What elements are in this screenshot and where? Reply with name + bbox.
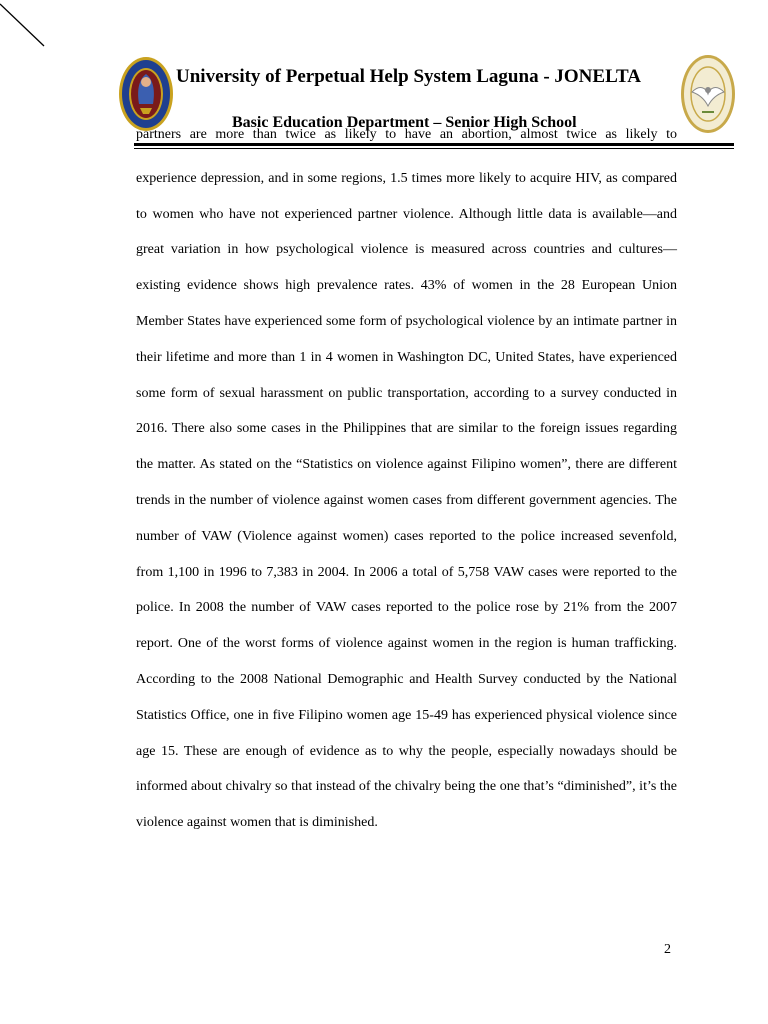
page-number: 2 [664,942,671,957]
university-name: University of Perpetual Help System Laguna - JONELTA [176,66,641,87]
body-paragraph: experience depression, and in some regions, 1.5 times more likely to acquire HIV, as compared to women who have not experienced partner violence. Although little data is available—and great variation in how psychological violence is measured across countries and cultures—existing evidence shows high prevalence rates. 43% of women in the 28 European Union Member States have experienced some form of psychological violence by an intimate partner in their lifetime and more than 1 in 4 women in Washington DC, United States, have experienced some form of sexual harassment on public transportation, according to a survey conducted in 2016. There also some cases in the Philippines that are similar to the foreign issues regarding the matter. As stated on the “Statistics on violence against Filipino women”, there are different trends in the number of violence against women cases from different government agencies. The number of VAW (Violence against women) cases reported to the police increased sevenfold, from 1,100 in 1996 to 7,383 in 2004. In 2006 a total of 5,758 VAW cases were reported to the police. In 2008 the number of VAW cases reported to the police rose by 21% from the 2007 report. One of the worst forms of violence against women in the region is human trafficking. According to the 2008 National Demographic and Health Survey conducted by the National Statistics Office, one in five Filipino women age 15-49 has experienced physical violence since age 15. These are enough of evidence as to why the people, especially nowadays should be informed about chivalry so that instead of the chivalry being the one that’s “diminished”, it’s the violence against women that is diminished. [136,170,677,831]
cut-off-text-line: partners are more than twice as likely to have an abortion, almost twice as likely to [136,128,677,142]
corner-crop-mark [0,0,50,50]
jonelta-seal-logo [680,54,736,134]
department-name: Basic Education Department – Senior High School [232,114,577,131]
university-seal-logo [118,56,174,132]
body-paragraph-container [136,125,677,841]
